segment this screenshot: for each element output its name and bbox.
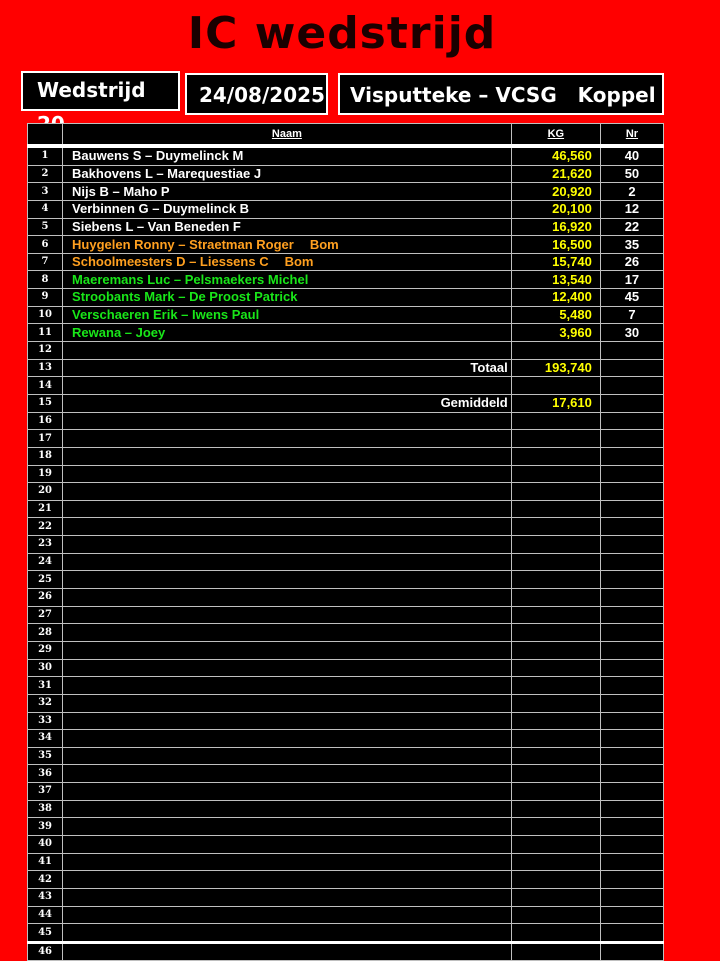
empty-row: [28, 677, 664, 695]
empty-cell: [63, 677, 512, 695]
row-index: 43: [28, 888, 63, 906]
row-index: 31: [28, 677, 63, 695]
empty-row: [28, 430, 664, 448]
row-index: 19: [28, 465, 63, 483]
weight-kg: 5,480: [511, 306, 600, 324]
participant-pair: Huygelen Ronny – Straetman Roger: [72, 236, 294, 252]
empty-cell: [511, 783, 600, 801]
participant-name: [63, 183, 512, 201]
participant-pair: Verschaeren Erik – Iwens Paul: [72, 307, 260, 323]
row-index: 39: [28, 818, 63, 836]
column-header-kg: KG: [511, 124, 600, 147]
row-index: 23: [28, 536, 63, 554]
empty-row: [28, 412, 664, 430]
empty-cell: [511, 483, 600, 501]
empty-row: [28, 924, 664, 943]
row-index: 33: [28, 712, 63, 730]
weight-kg: 16,500: [511, 236, 600, 254]
weight-kg: 15,740: [511, 253, 600, 271]
empty-cell: [600, 800, 663, 818]
empty-row: [28, 853, 664, 871]
table-row: [28, 218, 664, 236]
row-index: 15: [28, 394, 63, 412]
empty-cell: [511, 747, 600, 765]
empty-cell: [600, 818, 663, 836]
participant-name: [63, 146, 512, 165]
empty-cell: [600, 606, 663, 624]
column-header-name: Naam: [63, 124, 512, 147]
empty-cell: [600, 765, 663, 783]
table-row: [28, 200, 664, 218]
empty-cell: [511, 606, 600, 624]
empty-cell: [63, 624, 512, 642]
summary-row: [28, 359, 664, 377]
empty-cell: [600, 412, 663, 430]
empty-cell: [511, 871, 600, 889]
empty-cell: [63, 871, 512, 889]
row-index: 22: [28, 518, 63, 536]
empty-row: [28, 694, 664, 712]
row-index: 21: [28, 500, 63, 518]
empty-cell: [511, 342, 600, 360]
empty-cell: [600, 589, 663, 607]
participant-pair: Verbinnen G – Duymelinck B: [72, 201, 250, 217]
row-index: 36: [28, 765, 63, 783]
table-row: [28, 236, 664, 254]
empty-cell: [63, 747, 512, 765]
participant-name: [63, 236, 512, 254]
summary-value: 17,610: [511, 394, 600, 412]
weight-kg: 16,920: [511, 218, 600, 236]
summary-row: [28, 394, 664, 412]
table-row: [28, 271, 664, 289]
weight-kg: 20,100: [511, 200, 600, 218]
empty-row: [28, 342, 664, 360]
empty-row: [28, 465, 664, 483]
empty-cell: [63, 518, 512, 536]
weight-kg: 13,540: [511, 271, 600, 289]
empty-cell: [600, 694, 663, 712]
row-index: 10: [28, 306, 63, 324]
empty-row: [28, 500, 664, 518]
weight-kg: 12,400: [511, 289, 600, 307]
empty-cell: [511, 518, 600, 536]
empty-cell: [600, 747, 663, 765]
row-index: 12: [28, 342, 63, 360]
empty-cell: [63, 694, 512, 712]
participant-name: [63, 324, 512, 342]
row-index: 9: [28, 289, 63, 307]
participant-pair: Maeremans Luc – Pelsmaekers Michel: [72, 271, 309, 287]
empty-cell: [511, 694, 600, 712]
empty-cell: [63, 412, 512, 430]
empty-row: [28, 888, 664, 906]
row-index: 42: [28, 871, 63, 889]
empty-cell: [63, 430, 512, 448]
weight-kg: 3,960: [511, 324, 600, 342]
row-index: 32: [28, 694, 63, 712]
empty-cell: [63, 800, 512, 818]
participant-pair: Schoolmeesters D – Liessens C: [72, 254, 269, 270]
empty-cell: [63, 765, 512, 783]
empty-cell: [511, 465, 600, 483]
empty-cell: [511, 888, 600, 906]
results-table: [27, 123, 664, 961]
row-index: 30: [28, 659, 63, 677]
spot-number: 40: [600, 146, 663, 165]
empty-row: [28, 871, 664, 889]
row-index: 44: [28, 906, 63, 924]
table-row: [28, 165, 664, 183]
match-date: 24/08/2025: [185, 73, 328, 115]
empty-row: [28, 800, 664, 818]
participant-note: Bom: [284, 254, 314, 270]
empty-cell: [600, 571, 663, 589]
column-header-index: [28, 124, 63, 147]
empty-row: [28, 730, 664, 748]
empty-cell: [63, 835, 512, 853]
row-index: 7: [28, 253, 63, 271]
empty-cell: [600, 430, 663, 448]
empty-cell: [600, 712, 663, 730]
empty-cell: [600, 500, 663, 518]
row-index: 11: [28, 324, 63, 342]
table-row: [28, 146, 664, 165]
spot-number: 12: [600, 200, 663, 218]
spot-number: 50: [600, 165, 663, 183]
spot-number: 45: [600, 289, 663, 307]
empty-cell: [511, 536, 600, 554]
empty-row: [28, 765, 664, 783]
participant-pair: Rewana – Joey: [72, 324, 166, 340]
summary-value: 193,740: [511, 359, 600, 377]
row-index: 14: [28, 377, 63, 395]
participant-name: [63, 271, 512, 289]
row-index: 28: [28, 624, 63, 642]
empty-cell: [511, 377, 600, 395]
row-index: 18: [28, 447, 63, 465]
empty-cell: [600, 677, 663, 695]
row-index: 13: [28, 359, 63, 377]
row-index: 35: [28, 747, 63, 765]
empty-cell: [63, 536, 512, 554]
empty-cell: [600, 942, 663, 961]
empty-cell: [600, 730, 663, 748]
empty-cell: [600, 641, 663, 659]
empty-cell: [600, 853, 663, 871]
row-index: 38: [28, 800, 63, 818]
empty-cell: [600, 871, 663, 889]
match-location: Visputteke – VCSG Koppel: [338, 73, 664, 115]
empty-cell: [600, 924, 663, 943]
empty-cell: [511, 800, 600, 818]
empty-row: [28, 536, 664, 554]
row-index: 6: [28, 236, 63, 254]
participant-note: Bom: [309, 236, 339, 252]
row-index: 37: [28, 783, 63, 801]
empty-cell: [63, 712, 512, 730]
empty-row: [28, 712, 664, 730]
table-row: [28, 289, 664, 307]
row-index: 29: [28, 641, 63, 659]
empty-cell: [600, 483, 663, 501]
table-row: [28, 324, 664, 342]
row-index: 5: [28, 218, 63, 236]
row-index: 41: [28, 853, 63, 871]
spot-number: 35: [600, 236, 663, 254]
table-row: [28, 306, 664, 324]
empty-cell: [600, 553, 663, 571]
participant-name: [63, 200, 512, 218]
empty-cell: [600, 624, 663, 642]
empty-cell: [600, 783, 663, 801]
summary-label: Gemiddeld: [63, 394, 512, 412]
empty-cell: [63, 342, 512, 360]
row-index: 4: [28, 200, 63, 218]
empty-row: [28, 377, 664, 395]
empty-cell: [511, 641, 600, 659]
empty-row: [28, 641, 664, 659]
results-body: [28, 146, 664, 961]
summary-label: Totaal: [63, 359, 512, 377]
empty-row: [28, 942, 664, 961]
table-row: [28, 183, 664, 201]
row-index: 1: [28, 146, 63, 165]
empty-cell: [511, 906, 600, 924]
header-row: [28, 124, 664, 147]
empty-cell: [511, 624, 600, 642]
row-index: 2: [28, 165, 63, 183]
row-index: 24: [28, 553, 63, 571]
row-index: 45: [28, 924, 63, 943]
empty-cell: [63, 942, 512, 961]
empty-cell: [600, 342, 663, 360]
empty-row: [28, 553, 664, 571]
empty-cell: [511, 412, 600, 430]
empty-cell: [600, 906, 663, 924]
empty-cell: [63, 730, 512, 748]
empty-cell: [63, 465, 512, 483]
empty-row: [28, 447, 664, 465]
empty-cell: [511, 659, 600, 677]
empty-cell: [511, 818, 600, 836]
empty-cell: [63, 818, 512, 836]
participant-name: [63, 218, 512, 236]
empty-cell: [511, 553, 600, 571]
empty-row: [28, 906, 664, 924]
empty-cell: [63, 606, 512, 624]
spot-number: 17: [600, 271, 663, 289]
empty-cell: [511, 730, 600, 748]
empty-cell: [63, 447, 512, 465]
row-index: 16: [28, 412, 63, 430]
participant-pair: Bauwens S – Duymelinck M: [72, 148, 244, 164]
participant-name: [63, 165, 512, 183]
row-index: 40: [28, 835, 63, 853]
participant-pair: Bakhovens L – Marequestiae J: [72, 165, 262, 181]
empty-row: [28, 606, 664, 624]
empty-row: [28, 747, 664, 765]
empty-cell: [600, 835, 663, 853]
empty-cell: [600, 377, 663, 395]
empty-cell: [600, 659, 663, 677]
page-title: IC wedstrijd: [187, 8, 497, 59]
empty-cell: [511, 589, 600, 607]
empty-row: [28, 783, 664, 801]
row-index: 8: [28, 271, 63, 289]
spot-number: 22: [600, 218, 663, 236]
empty-cell: [600, 447, 663, 465]
empty-cell: [511, 924, 600, 943]
spot-number: 26: [600, 253, 663, 271]
empty-cell: [511, 500, 600, 518]
empty-cell: [511, 571, 600, 589]
empty-row: [28, 624, 664, 642]
empty-cell: [63, 906, 512, 924]
participant-pair: Nijs B – Maho P: [72, 183, 170, 199]
participant-pair: Stroobants Mark – De Proost Patrick: [72, 289, 298, 305]
spot-number: 2: [600, 183, 663, 201]
participant-name: [63, 253, 512, 271]
empty-row: [28, 659, 664, 677]
table-row: [28, 253, 664, 271]
row-index: 25: [28, 571, 63, 589]
empty-cell: [63, 783, 512, 801]
empty-cell: [63, 853, 512, 871]
empty-cell: [600, 518, 663, 536]
empty-cell: [511, 430, 600, 448]
weight-kg: 20,920: [511, 183, 600, 201]
empty-row: [28, 483, 664, 501]
participant-name: [63, 289, 512, 307]
empty-cell: [600, 536, 663, 554]
spot-number: 30: [600, 324, 663, 342]
empty-row: [28, 589, 664, 607]
row-index: 46: [28, 942, 63, 961]
empty-cell: [600, 394, 663, 412]
empty-cell: [511, 942, 600, 961]
empty-cell: [63, 500, 512, 518]
empty-row: [28, 571, 664, 589]
row-index: 26: [28, 589, 63, 607]
empty-cell: [511, 853, 600, 871]
empty-cell: [63, 659, 512, 677]
empty-cell: [511, 765, 600, 783]
empty-cell: [600, 359, 663, 377]
empty-cell: [63, 377, 512, 395]
match-label: Wedstrijd: [21, 71, 180, 111]
row-index: 20: [28, 483, 63, 501]
empty-cell: [600, 888, 663, 906]
row-index: 27: [28, 606, 63, 624]
empty-cell: [511, 835, 600, 853]
weight-kg: 21,620: [511, 165, 600, 183]
row-index: 17: [28, 430, 63, 448]
empty-row: [28, 518, 664, 536]
empty-cell: [511, 712, 600, 730]
weight-kg: 46,560: [511, 146, 600, 165]
empty-cell: [600, 465, 663, 483]
participant-pair: Siebens L – Van Beneden F: [72, 218, 241, 234]
empty-cell: [511, 447, 600, 465]
empty-cell: [63, 483, 512, 501]
empty-cell: [63, 924, 512, 943]
empty-cell: [63, 888, 512, 906]
spot-number: 7: [600, 306, 663, 324]
empty-row: [28, 818, 664, 836]
empty-cell: [63, 553, 512, 571]
row-index: 3: [28, 183, 63, 201]
empty-row: [28, 835, 664, 853]
column-header-nr: Nr: [600, 124, 663, 147]
row-index: 34: [28, 730, 63, 748]
participant-name: [63, 306, 512, 324]
empty-cell: [63, 571, 512, 589]
empty-cell: [63, 589, 512, 607]
empty-cell: [511, 677, 600, 695]
empty-cell: [63, 641, 512, 659]
